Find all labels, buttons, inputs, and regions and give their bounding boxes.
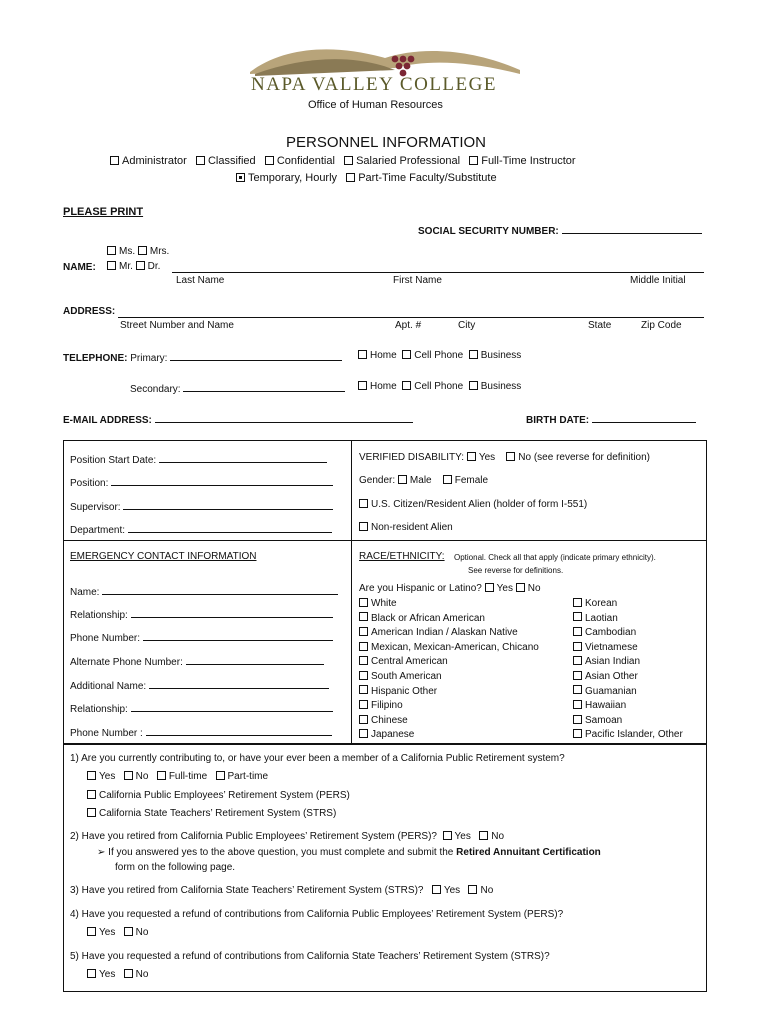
city-caption: City bbox=[458, 320, 476, 331]
checkbox-confidential[interactable]: Confidential bbox=[265, 155, 335, 167]
additional-phone-row: Phone Number : bbox=[70, 725, 332, 739]
state-caption: State bbox=[588, 320, 612, 331]
disability-row: VERIFIED DISABILITY: Yes No (see reverse for definition) bbox=[359, 452, 651, 463]
checkbox-mr[interactable]: Mr. bbox=[107, 261, 133, 272]
emergency-relationship-row: Relationship: bbox=[70, 607, 333, 621]
emergency-alt-phone-row: Alternate Phone Number: bbox=[70, 654, 324, 668]
primary-phone-options bbox=[358, 350, 521, 361]
citizen-row[interactable]: U.S. Citizen/Resident Alien (holder of form I-551) bbox=[359, 499, 587, 510]
arrow-bullet-icon: ➢ bbox=[97, 847, 106, 858]
checkbox-salaried-professional[interactable]: Salaried Professional bbox=[344, 155, 460, 167]
checkbox-administrator[interactable]: Administrator bbox=[110, 155, 187, 167]
title-row2 bbox=[107, 261, 160, 272]
last-name-caption: Last Name bbox=[176, 275, 225, 286]
checkbox-race-hawaiian[interactable]: Hawaiian bbox=[573, 699, 683, 714]
position-start-row: Position Start Date: bbox=[70, 452, 327, 466]
checkbox-hispanic-yes[interactable]: Yes bbox=[485, 583, 513, 594]
checkbox-hispanic-no[interactable]: No bbox=[516, 583, 541, 594]
question-4-options bbox=[87, 927, 148, 938]
grid-divider-vertical bbox=[351, 440, 352, 744]
address-input-line[interactable] bbox=[118, 317, 704, 318]
secondary-phone-input[interactable] bbox=[183, 381, 345, 392]
checkbox-temporary-hourly[interactable]: Temporary, Hourly bbox=[236, 172, 337, 184]
checkbox-race-filipino[interactable]: Filipino bbox=[359, 699, 539, 714]
title-row1 bbox=[107, 246, 169, 257]
checkbox-q4-no[interactable]: No bbox=[124, 927, 149, 938]
email-input[interactable] bbox=[155, 412, 413, 423]
checkbox-race-asian-indian[interactable]: Asian Indian bbox=[573, 655, 683, 670]
email-row: E-MAIL ADDRESS: bbox=[63, 412, 413, 426]
checkbox-ms[interactable]: Ms. bbox=[107, 246, 135, 257]
question-5-options bbox=[87, 969, 148, 980]
question-2-note: ➢ If you answered yes to the above question, you must complete and submit the Retired Annuitant Certification bbox=[97, 847, 601, 858]
race-note-2: See reverse for definitions. bbox=[468, 566, 564, 575]
checkbox-race-mexican[interactable]: Mexican, Mexican-American, Chicano bbox=[359, 641, 539, 656]
position-row: Position: bbox=[70, 475, 333, 489]
checkbox-race-guamanian[interactable]: Guamanian bbox=[573, 685, 683, 700]
checkbox-race-japanese[interactable]: Japanese bbox=[359, 728, 539, 743]
employee-type-row2 bbox=[236, 172, 497, 184]
checkbox-q5-no[interactable]: No bbox=[124, 969, 149, 980]
checkbox-full-time-instructor[interactable]: Full-Time Instructor bbox=[469, 155, 575, 167]
name-input-line[interactable] bbox=[172, 272, 704, 273]
question-5: 5) Have you requested a refund of contributions from California State Teachers’ Retirement System (STRS)? bbox=[70, 951, 550, 962]
checkbox-race-chinese[interactable]: Chinese bbox=[359, 714, 539, 729]
checkbox-q3-yes[interactable]: Yes bbox=[432, 885, 460, 896]
middle-initial-caption: Middle Initial bbox=[630, 275, 686, 286]
office-name: Office of Human Resources bbox=[308, 99, 443, 111]
primary-phone-input[interactable] bbox=[170, 350, 342, 361]
race-col1 bbox=[359, 597, 539, 743]
department-input[interactable] bbox=[128, 522, 332, 533]
emergency-heading: EMERGENCY CONTACT INFORMATION bbox=[70, 551, 257, 562]
additional-name-input[interactable] bbox=[149, 678, 329, 689]
checkbox-race-cambodian[interactable]: Cambodian bbox=[573, 626, 683, 641]
emergency-phone-row: Phone Number: bbox=[70, 630, 333, 644]
checkbox-race-south-american[interactable]: South American bbox=[359, 670, 539, 685]
emergency-alt-phone-input[interactable] bbox=[186, 654, 324, 665]
checkbox-q1-no[interactable]: No bbox=[124, 771, 149, 782]
logo-text: NAPA VALLEY COLLEGE bbox=[251, 74, 497, 95]
checkbox-part-time-faculty[interactable]: Part-Time Faculty/Substitute bbox=[346, 172, 496, 184]
checkbox-primary-cell[interactable]: Cell Phone bbox=[402, 350, 463, 361]
checkbox-secondary-home[interactable]: Home bbox=[358, 381, 397, 392]
checkbox-q1-pers[interactable]: California Public Employees’ Retirement System (PERS) bbox=[87, 790, 350, 801]
page-title: PERSONNEL INFORMATION bbox=[286, 134, 487, 151]
emergency-name-row: Name: bbox=[70, 584, 338, 598]
checkbox-q5-yes[interactable]: Yes bbox=[87, 969, 115, 980]
question-4: 4) Have you requested a refund of contributions from California Public Employees’ Retirement System (PERS)? bbox=[70, 909, 564, 920]
question-1-options bbox=[87, 771, 268, 782]
secondary-phone-options bbox=[358, 381, 521, 392]
checkbox-disability-no[interactable]: No bbox=[506, 452, 531, 463]
checkbox-race-asian-other[interactable]: Asian Other bbox=[573, 670, 683, 685]
checkbox-race-samoan[interactable]: Samoan bbox=[573, 714, 683, 729]
checkbox-male[interactable]: Male bbox=[398, 475, 432, 486]
question-3: 3) Have you retired from California State Teachers’ Retirement System (STRS)? Yes No bbox=[70, 885, 494, 896]
checkbox-race-central-american[interactable]: Central American bbox=[359, 655, 539, 670]
checkbox-race-american-indian[interactable]: American Indian / Alaskan Native bbox=[359, 626, 539, 641]
telephone-secondary-row: Secondary: bbox=[130, 381, 345, 395]
checkbox-dr[interactable]: Dr. bbox=[136, 261, 161, 272]
ssn-input[interactable] bbox=[562, 223, 702, 234]
checkbox-q2-no[interactable]: No bbox=[479, 831, 504, 842]
please-print-label: PLEASE PRINT bbox=[63, 206, 144, 218]
checkbox-q1-strs[interactable]: California State Teachers’ Retirement System (STRS) bbox=[87, 808, 336, 819]
checkbox-q1-full-time[interactable]: Full-time bbox=[157, 771, 207, 782]
position-input[interactable] bbox=[111, 475, 333, 486]
checkbox-q2-yes[interactable]: Yes bbox=[443, 831, 471, 842]
checkbox-secondary-cell[interactable]: Cell Phone bbox=[402, 381, 463, 392]
checkbox-classified[interactable]: Classified bbox=[196, 155, 256, 167]
checkbox-race-white[interactable]: White bbox=[359, 597, 539, 612]
additional-name-row: Additional Name: bbox=[70, 678, 329, 692]
additional-relationship-row: Relationship: bbox=[70, 701, 333, 715]
checkbox-race-black[interactable]: Black or African American bbox=[359, 612, 539, 627]
checkbox-primary-business[interactable]: Business bbox=[469, 350, 522, 361]
additional-phone-input[interactable] bbox=[146, 725, 332, 736]
non-resident-row[interactable]: Non-resident Alien bbox=[359, 522, 453, 533]
supervisor-input[interactable] bbox=[123, 499, 333, 510]
position-start-input[interactable] bbox=[159, 452, 327, 463]
question-2: 2) Have you retired from California Public Employees’ Retirement System (PERS)? Yes No bbox=[70, 831, 505, 842]
checkbox-q4-yes[interactable]: Yes bbox=[87, 927, 115, 938]
telephone-primary-row: TELEPHONE: Primary: bbox=[63, 350, 342, 364]
street-caption: Street Number and Name bbox=[120, 320, 234, 331]
apt-caption: Apt. # bbox=[395, 320, 422, 331]
name-label: NAME: bbox=[63, 262, 96, 273]
employee-type-row1 bbox=[110, 155, 576, 167]
grid-divider-horizontal bbox=[63, 540, 707, 541]
emergency-relationship-input[interactable] bbox=[131, 607, 333, 618]
emergency-name-input[interactable] bbox=[102, 584, 338, 595]
checkbox-race-laotian[interactable]: Laotian bbox=[573, 612, 683, 627]
department-row: Department: bbox=[70, 522, 332, 536]
ssn-label: SOCIAL SECURITY NUMBER: bbox=[418, 223, 702, 237]
race-note: Optional. Check all that apply (indicate primary ethnicity). bbox=[454, 553, 656, 562]
emergency-phone-input[interactable] bbox=[143, 630, 333, 641]
race-heading-row: RACE/ETHNICITY: bbox=[359, 551, 445, 562]
race-col2 bbox=[573, 597, 683, 743]
additional-relationship-input[interactable] bbox=[131, 701, 333, 712]
checkbox-mrs[interactable]: Mrs. bbox=[138, 246, 169, 257]
address-label: ADDRESS: bbox=[63, 306, 116, 317]
college-logo bbox=[245, 44, 525, 100]
checkbox-race-hispanic-other[interactable]: Hispanic Other bbox=[359, 685, 539, 700]
checkbox-primary-home[interactable]: Home bbox=[358, 350, 397, 361]
checkbox-race-vietnamese[interactable]: Vietnamese bbox=[573, 641, 683, 656]
zip-caption: Zip Code bbox=[641, 320, 682, 331]
hispanic-question: Are you Hispanic or Latino? Yes No bbox=[359, 583, 541, 594]
birth-date-row: BIRTH DATE: bbox=[526, 412, 696, 426]
gender-row: Gender: Male Female bbox=[359, 475, 489, 486]
checkbox-q1-part-time[interactable]: Part-time bbox=[216, 771, 269, 782]
checkbox-disability-yes[interactable]: Yes bbox=[467, 452, 495, 463]
checkbox-female[interactable]: Female bbox=[443, 475, 488, 486]
birth-date-input[interactable] bbox=[592, 412, 696, 423]
checkbox-secondary-business[interactable]: Business bbox=[469, 381, 522, 392]
checkbox-race-pacific-islander[interactable]: Pacific Islander, Other bbox=[573, 728, 683, 743]
question-2-note-cont: form on the following page. bbox=[115, 862, 236, 873]
supervisor-row: Supervisor: bbox=[70, 499, 333, 513]
checkbox-race-korean[interactable]: Korean bbox=[573, 597, 683, 612]
checkbox-q1-yes[interactable]: Yes bbox=[87, 771, 115, 782]
first-name-caption: First Name bbox=[393, 275, 442, 286]
checkbox-q3-no[interactable]: No bbox=[468, 885, 493, 896]
question-1: 1) Are you currently contributing to, or have your ever been a member of a California Public Retirement system? bbox=[70, 753, 565, 764]
